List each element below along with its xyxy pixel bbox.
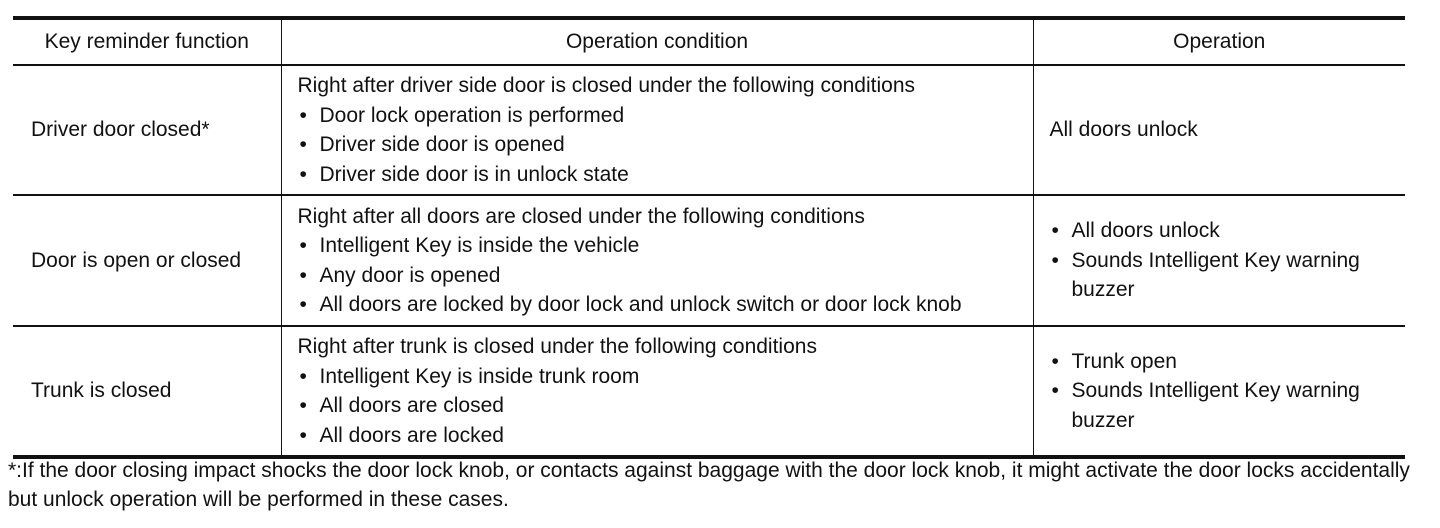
operation-cell (1033, 326, 1405, 457)
condition-item: • Intelligent Key is inside trunk room (298, 362, 1033, 392)
key-reminder-table (13, 16, 1405, 459)
header-row (13, 18, 1405, 65)
header-operation: Operation (1033, 18, 1405, 65)
condition-list (298, 362, 1033, 451)
condition-list (298, 101, 1033, 190)
footnote: *:If the door closing impact shocks the door lock knob, or contacts against baggage with the door lock knob, it might activate the door locks accidentally but unlock operation will be performed in these cases. (8, 459, 1410, 511)
condition-item: • Any door is opened (298, 261, 1033, 291)
condition-lead: Right after driver side door is closed under the following conditions (297, 74, 916, 97)
condition-item: • All doors are closed (298, 391, 1033, 421)
operation-list (1050, 216, 1406, 305)
operation-cell (1033, 195, 1405, 326)
table-row (13, 65, 1405, 195)
operation-item: • Trunk open (1050, 347, 1406, 377)
function-cell: Driver door closed* (13, 65, 281, 195)
condition-item: • Intelligent Key is inside the vehicle (298, 231, 1033, 261)
operation-item: • Sounds Intelligent Key warning buzzer (1050, 246, 1406, 305)
table-header (13, 18, 1405, 65)
condition-item: • Driver side door is opened (298, 130, 1033, 160)
condition-item: • Door lock operation is performed (298, 101, 1033, 131)
function-cell: Door is open or closed (13, 195, 281, 326)
operation-cell (1033, 65, 1405, 195)
table-row (13, 195, 1405, 326)
condition-item: • Driver side door is in unlock state (298, 160, 1033, 190)
table-row (13, 326, 1405, 457)
condition-cell (281, 326, 1033, 457)
condition-cell (281, 195, 1033, 326)
operation-item: • All doors unlock (1050, 216, 1406, 246)
condition-lead: Right after all doors are closed under the following conditions (297, 204, 865, 228)
condition-cell (281, 65, 1033, 195)
operation-text: All doors unlock (1049, 118, 1198, 142)
header-key-reminder-function: Key reminder function (13, 18, 281, 65)
operation-list (1050, 347, 1406, 436)
operation-item: • Sounds Intelligent Key warning buzzer (1050, 376, 1406, 435)
function-cell: Trunk is closed (13, 326, 281, 457)
header-operation-condition: Operation condition (281, 18, 1033, 65)
condition-lead: Right after trunk is closed under the following conditions (297, 335, 817, 358)
condition-item: • All doors are locked (298, 421, 1033, 451)
condition-list (298, 231, 1033, 320)
condition-item: • All doors are locked by door lock and unlock switch or door lock knob (298, 290, 1033, 320)
